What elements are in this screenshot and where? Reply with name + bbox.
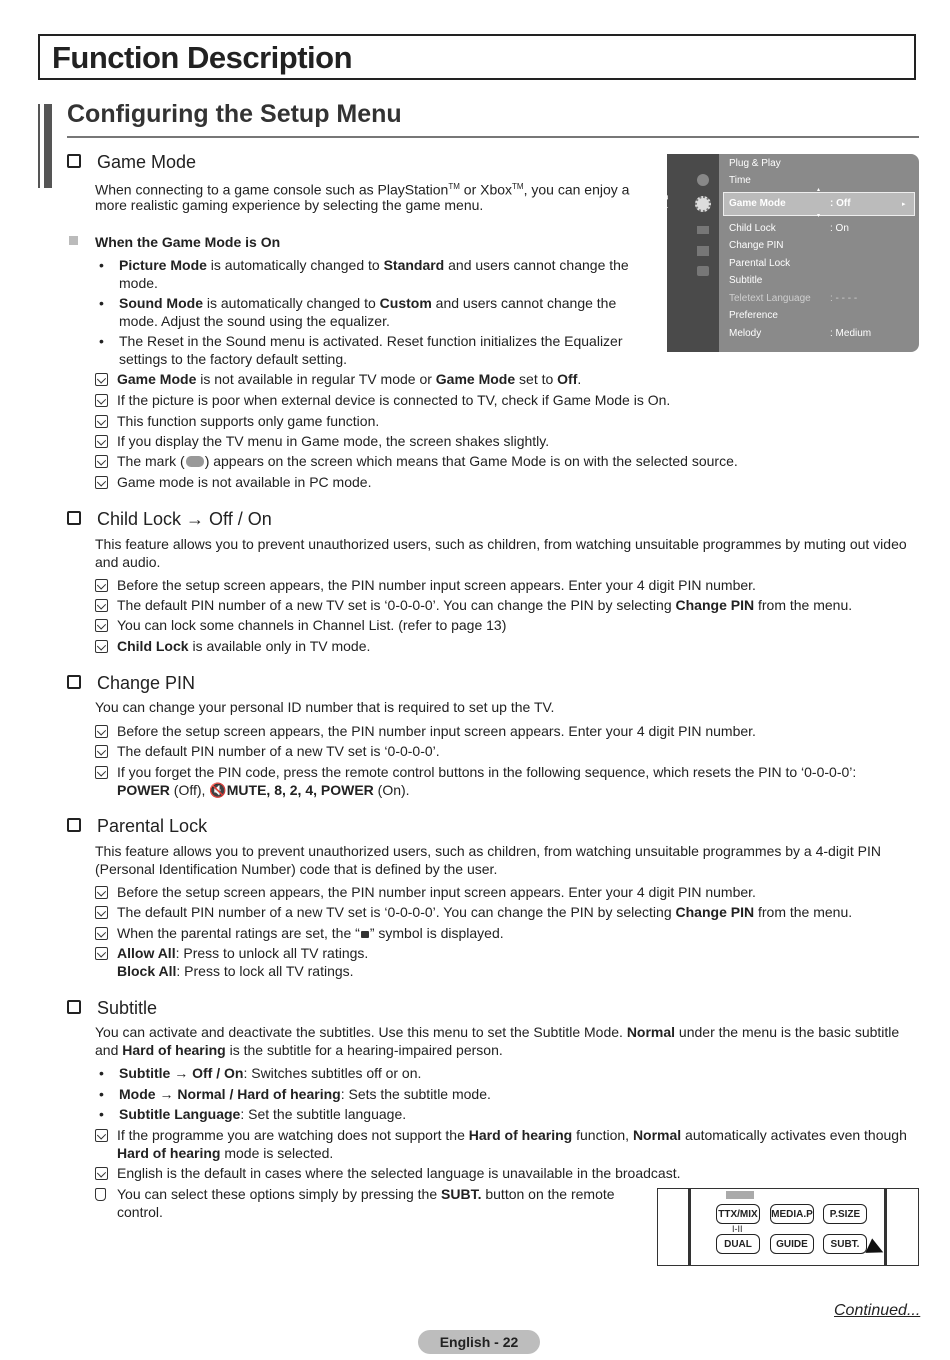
note-text: Game mode is not available in PC mode. xyxy=(117,474,372,490)
change-pin-heading xyxy=(67,673,195,694)
guide-button: GUIDE xyxy=(770,1234,814,1254)
note-icon xyxy=(95,927,108,940)
intro-text: or Xbox xyxy=(459,181,513,198)
note-icon xyxy=(95,599,108,612)
bold-text: Standard xyxy=(383,257,445,273)
note-icon xyxy=(95,886,108,899)
text: and xyxy=(95,1042,123,1058)
text: is automatically changed to xyxy=(203,295,380,311)
note-text: Before the setup screen appears, the PIN number input screen appears. Enter your 4 digit PIN number. xyxy=(117,884,756,900)
note-icon xyxy=(95,906,108,919)
text: : Press to unlock all TV ratings. xyxy=(175,945,369,961)
menu-item-parental-lock: Parental Lock xyxy=(729,258,791,269)
text: The default PIN number of a new TV set is ‘0-0-0-0’. You can change the PIN by selecting xyxy=(117,597,676,613)
text: and users cannot change the xyxy=(431,295,617,311)
bold-text: Change PIN xyxy=(675,904,755,920)
text: set to xyxy=(515,371,558,387)
menu-item-time: Time xyxy=(729,175,751,186)
menu-value-child-lock: : On xyxy=(830,223,849,234)
note-continuation xyxy=(117,962,354,980)
menu-item-game-mode: Game Mode xyxy=(729,198,786,209)
note-icon xyxy=(95,619,108,632)
game-mode-intro-line2: more realistic gaming experience by selecting the game menu. xyxy=(95,197,484,213)
teletext-icon xyxy=(726,1191,754,1199)
checkbox-square-icon xyxy=(67,675,81,689)
trademark-mark: TM xyxy=(448,182,460,191)
note-continuation: control. xyxy=(117,1204,163,1220)
remote-edge-left xyxy=(688,1189,691,1265)
text: : Set the subtitle language. xyxy=(240,1106,407,1122)
menu-item-change-pin: Change PIN xyxy=(729,240,784,251)
arrow-up-icon: ▴ xyxy=(817,187,821,193)
note-text xyxy=(117,370,581,388)
bold-text: Block All xyxy=(117,963,177,979)
subt-button: SUBT. xyxy=(823,1234,867,1254)
text: : Press to lock all TV ratings. xyxy=(176,963,354,979)
note-icon xyxy=(95,640,108,653)
note-icon xyxy=(95,455,108,468)
subheading-square-icon xyxy=(69,236,78,245)
bold-text: Subtitle Language xyxy=(119,1106,241,1122)
bold-text: Hard of hearing xyxy=(117,1145,221,1161)
menu-value-melody: : Medium xyxy=(830,328,872,339)
text: ) appears on the screen which means that Game Mode is on with the selected source. xyxy=(204,453,738,469)
page-number: English - 22 xyxy=(418,1330,540,1354)
text: from the menu. xyxy=(754,597,853,613)
note-text: You can lock some channels in Channel List. (refer to page 13) xyxy=(117,617,507,633)
bullet-dot: • xyxy=(99,257,104,273)
change-pin-title: Change PIN xyxy=(97,673,196,693)
checkbox-square-icon xyxy=(67,154,81,168)
bold-text: MUTE, 8, 2, 4, POWER xyxy=(226,782,374,798)
text: The default PIN number of a new TV set is ‘0-0-0-0’. You can change the PIN by selecting xyxy=(117,904,676,920)
note-icon xyxy=(95,373,108,386)
menu-value-teletext-language: : - - - - xyxy=(830,293,858,304)
note-icon xyxy=(95,579,108,592)
menu-value-game-mode: : Off xyxy=(830,198,851,209)
note-icon xyxy=(95,745,108,758)
game-mode-subheading: When the Game Mode is On xyxy=(95,234,281,250)
text: . xyxy=(577,371,582,387)
text: When the parental ratings are set, the “ xyxy=(117,925,360,941)
bold-text: Hard of hearing xyxy=(468,1127,573,1143)
parental-lock-title: Parental Lock xyxy=(97,816,208,836)
menu-item-teletext-language: Teletext Language xyxy=(729,293,811,304)
text: You can activate and deactivate the subtitles. Use this menu to set the Subtitle Mode. xyxy=(95,1024,627,1040)
bold-text: SUBT. xyxy=(441,1186,482,1202)
note-text xyxy=(117,1126,907,1144)
section-title: Configuring the Setup Menu xyxy=(67,100,402,128)
bold-text: Normal xyxy=(626,1024,676,1040)
menu-sidebar xyxy=(658,154,719,352)
remote-illustration xyxy=(657,1188,919,1266)
remote-edge-right xyxy=(884,1189,887,1265)
list-item-text xyxy=(119,1064,421,1082)
list-item-text xyxy=(119,1105,406,1123)
checkbox-square-icon xyxy=(67,818,81,832)
note-text xyxy=(117,944,368,962)
picture-icon xyxy=(697,174,709,186)
text: from the menu. xyxy=(754,904,853,920)
menu-item-melody: Melody xyxy=(729,328,762,339)
list-item-text: The Reset in the Sound menu is activated. Reset function initializes the Equalizer xyxy=(119,333,623,349)
note-icon xyxy=(95,435,108,448)
bold-text: Mode → Normal / Hard of hearing xyxy=(119,1086,341,1102)
bold-text: Picture Mode xyxy=(119,257,207,273)
subtitle-desc-line2 xyxy=(95,1041,503,1059)
remote-hand-icon xyxy=(95,1188,106,1201)
bold-text: Game Mode xyxy=(435,371,516,387)
bold-text: POWER xyxy=(117,782,170,798)
page-banner xyxy=(38,34,916,80)
input-icon xyxy=(697,226,709,234)
note-text: If you display the TV menu in Game mode, the screen shakes slightly. xyxy=(117,433,550,449)
child-lock-desc-line1: This feature allows you to prevent unauthorized users, such as children, from watching unsuitable programmes by muting out video xyxy=(95,536,907,552)
p-size-button: P.SIZE xyxy=(823,1204,867,1224)
dual-sub-label: I-II xyxy=(732,1224,743,1234)
note-icon xyxy=(95,766,108,779)
text: is the subtitle for a hearing-impaired person. xyxy=(225,1042,503,1058)
setup-gear-icon xyxy=(695,196,711,212)
bullet-dot: • xyxy=(99,1106,104,1122)
bold-text: Normal xyxy=(632,1127,682,1143)
text: (On). xyxy=(373,782,410,798)
bold-text: Hard of hearing xyxy=(122,1042,226,1058)
intro-text: When connecting to a game console such as PlayStation xyxy=(95,181,449,198)
dual-button: DUAL xyxy=(716,1234,760,1254)
menu-item-subtitle: Subtitle xyxy=(729,275,763,286)
bold-text: Custom xyxy=(379,295,432,311)
text: If the programme you are watching does not support the xyxy=(117,1127,469,1143)
section-divider xyxy=(67,136,919,138)
bold-text: Sound Mode xyxy=(119,295,203,311)
application-icon xyxy=(697,246,709,256)
text: The mark ( xyxy=(117,453,185,469)
text: button on the remote xyxy=(481,1186,615,1202)
note-icon xyxy=(95,476,108,489)
parental-lock-desc-line1: This feature allows you to prevent unauthorized users, such as children, from watching unsuitable programmes by a 4-digit PIN xyxy=(95,843,881,859)
note-text xyxy=(117,903,852,921)
note-text: If you forget the PIN code, press the remote control buttons in the following sequence, which resets the PIN to ‘0-0-0-0’: xyxy=(117,764,857,780)
text: and users cannot change the xyxy=(444,257,629,273)
list-item-continuation: mode. xyxy=(119,275,158,291)
note-icon xyxy=(95,1129,108,1142)
note-continuation xyxy=(117,781,410,799)
section-marker-gap xyxy=(40,104,44,188)
menu-item-child-lock: Child Lock xyxy=(729,223,776,234)
mute-icon: 🔇 xyxy=(209,782,227,798)
child-lock-title: Child Lock → Off / On xyxy=(97,509,272,529)
note-continuation xyxy=(117,1144,333,1162)
child-lock-heading xyxy=(67,509,272,530)
bold-text: Subtitle → xyxy=(119,1065,193,1081)
arrow-right-icon: ▸ xyxy=(902,201,906,208)
bold-text: Game Mode xyxy=(117,371,197,387)
text: is available only in TV mode. xyxy=(188,638,371,654)
arrow-down-icon: ▾ xyxy=(817,213,821,219)
note-icon xyxy=(95,725,108,738)
text: (Off), xyxy=(169,782,210,798)
lock-icon xyxy=(361,931,369,938)
media-p-button: MEDIA.P xyxy=(770,1204,814,1224)
bold-text: Change PIN xyxy=(675,597,755,613)
subtitle-heading xyxy=(67,998,157,1019)
text: under the menu is the basic subtitle xyxy=(675,1024,900,1040)
bold-text: Child Lock xyxy=(117,638,189,654)
list-item-continuation: mode. Adjust the sound using the equalizer. xyxy=(119,313,390,329)
support-icon xyxy=(697,266,709,276)
menu-item-plug-play: Plug & Play xyxy=(729,158,781,169)
subtitle-desc-line1 xyxy=(95,1023,935,1041)
text: mode is selected. xyxy=(220,1145,334,1161)
note-icon xyxy=(95,394,108,407)
parental-lock-desc-line2: (Personal Identification Number) code that is defined by the user. xyxy=(95,861,498,877)
gamepad-icon xyxy=(186,456,204,467)
note-icon xyxy=(95,415,108,428)
game-mode-heading xyxy=(67,152,196,173)
text: You can select these options simply by pressing the xyxy=(117,1186,442,1202)
text: automatically activates even though xyxy=(681,1127,907,1143)
note-text xyxy=(117,596,852,614)
note-icon xyxy=(95,947,108,960)
change-pin-desc: You can change your personal ID number that is required to set up the TV. xyxy=(95,699,555,715)
continued-label: Continued... xyxy=(834,1302,921,1319)
intro-text: , you can enjoy a xyxy=(523,181,630,198)
list-item-text xyxy=(119,256,629,274)
child-lock-desc-line2: and audio. xyxy=(95,554,161,570)
note-text: Before the setup screen appears, the PIN number input screen appears. Enter your 4 digit PIN number. xyxy=(117,577,756,593)
text: ” symbol is displayed. xyxy=(369,925,504,941)
bullet-dot: • xyxy=(99,295,104,311)
note-text: English is the default in cases where the selected language is unavailable in the broadcast. xyxy=(117,1165,681,1181)
text: : Switches subtitles off or on. xyxy=(243,1065,422,1081)
bullet-dot: • xyxy=(99,1086,104,1102)
bullet-dot: • xyxy=(99,333,104,349)
note-text: If the picture is poor when external device is connected to TV, check if Game Mode is On. xyxy=(117,392,671,408)
note-icon xyxy=(95,1167,108,1180)
note-text xyxy=(117,637,370,655)
bold-text: Off / On xyxy=(192,1065,244,1081)
trademark-mark: TM xyxy=(512,182,524,191)
list-item-text xyxy=(119,1085,491,1103)
text: is automatically changed to xyxy=(206,257,384,273)
note-text: This function supports only game function. xyxy=(117,413,380,429)
list-item-text xyxy=(119,294,616,312)
bold-text: Allow All xyxy=(117,945,176,961)
checkbox-square-icon xyxy=(67,1000,81,1014)
bold-text: Off xyxy=(557,371,578,387)
page-title: Function Description xyxy=(52,40,352,75)
text: is not available in regular TV mode or xyxy=(196,371,436,387)
text: function, xyxy=(572,1127,633,1143)
text: : Sets the subtitle mode. xyxy=(340,1086,491,1102)
list-item-continuation: settings to the factory default setting. xyxy=(119,351,348,367)
parental-lock-heading xyxy=(67,816,207,837)
menu-item-preference: Preference xyxy=(729,310,778,321)
note-text xyxy=(117,924,504,942)
bullet-dot: • xyxy=(99,1065,104,1081)
menu-side-label: Setup xyxy=(658,194,669,221)
note-text: Before the setup screen appears, the PIN number input screen appears. Enter your 4 digit PIN number. xyxy=(117,723,756,739)
note-text xyxy=(117,452,738,470)
note-text xyxy=(117,1185,615,1203)
checkbox-square-icon xyxy=(67,511,81,525)
subtitle-title: Subtitle xyxy=(97,998,158,1018)
note-text: The default PIN number of a new TV set is ‘0-0-0-0’. xyxy=(117,743,440,759)
ttx-mix-button: TTX/MIX xyxy=(716,1204,760,1224)
game-mode-title: Game Mode xyxy=(97,152,197,172)
setup-menu-screenshot xyxy=(658,154,919,352)
